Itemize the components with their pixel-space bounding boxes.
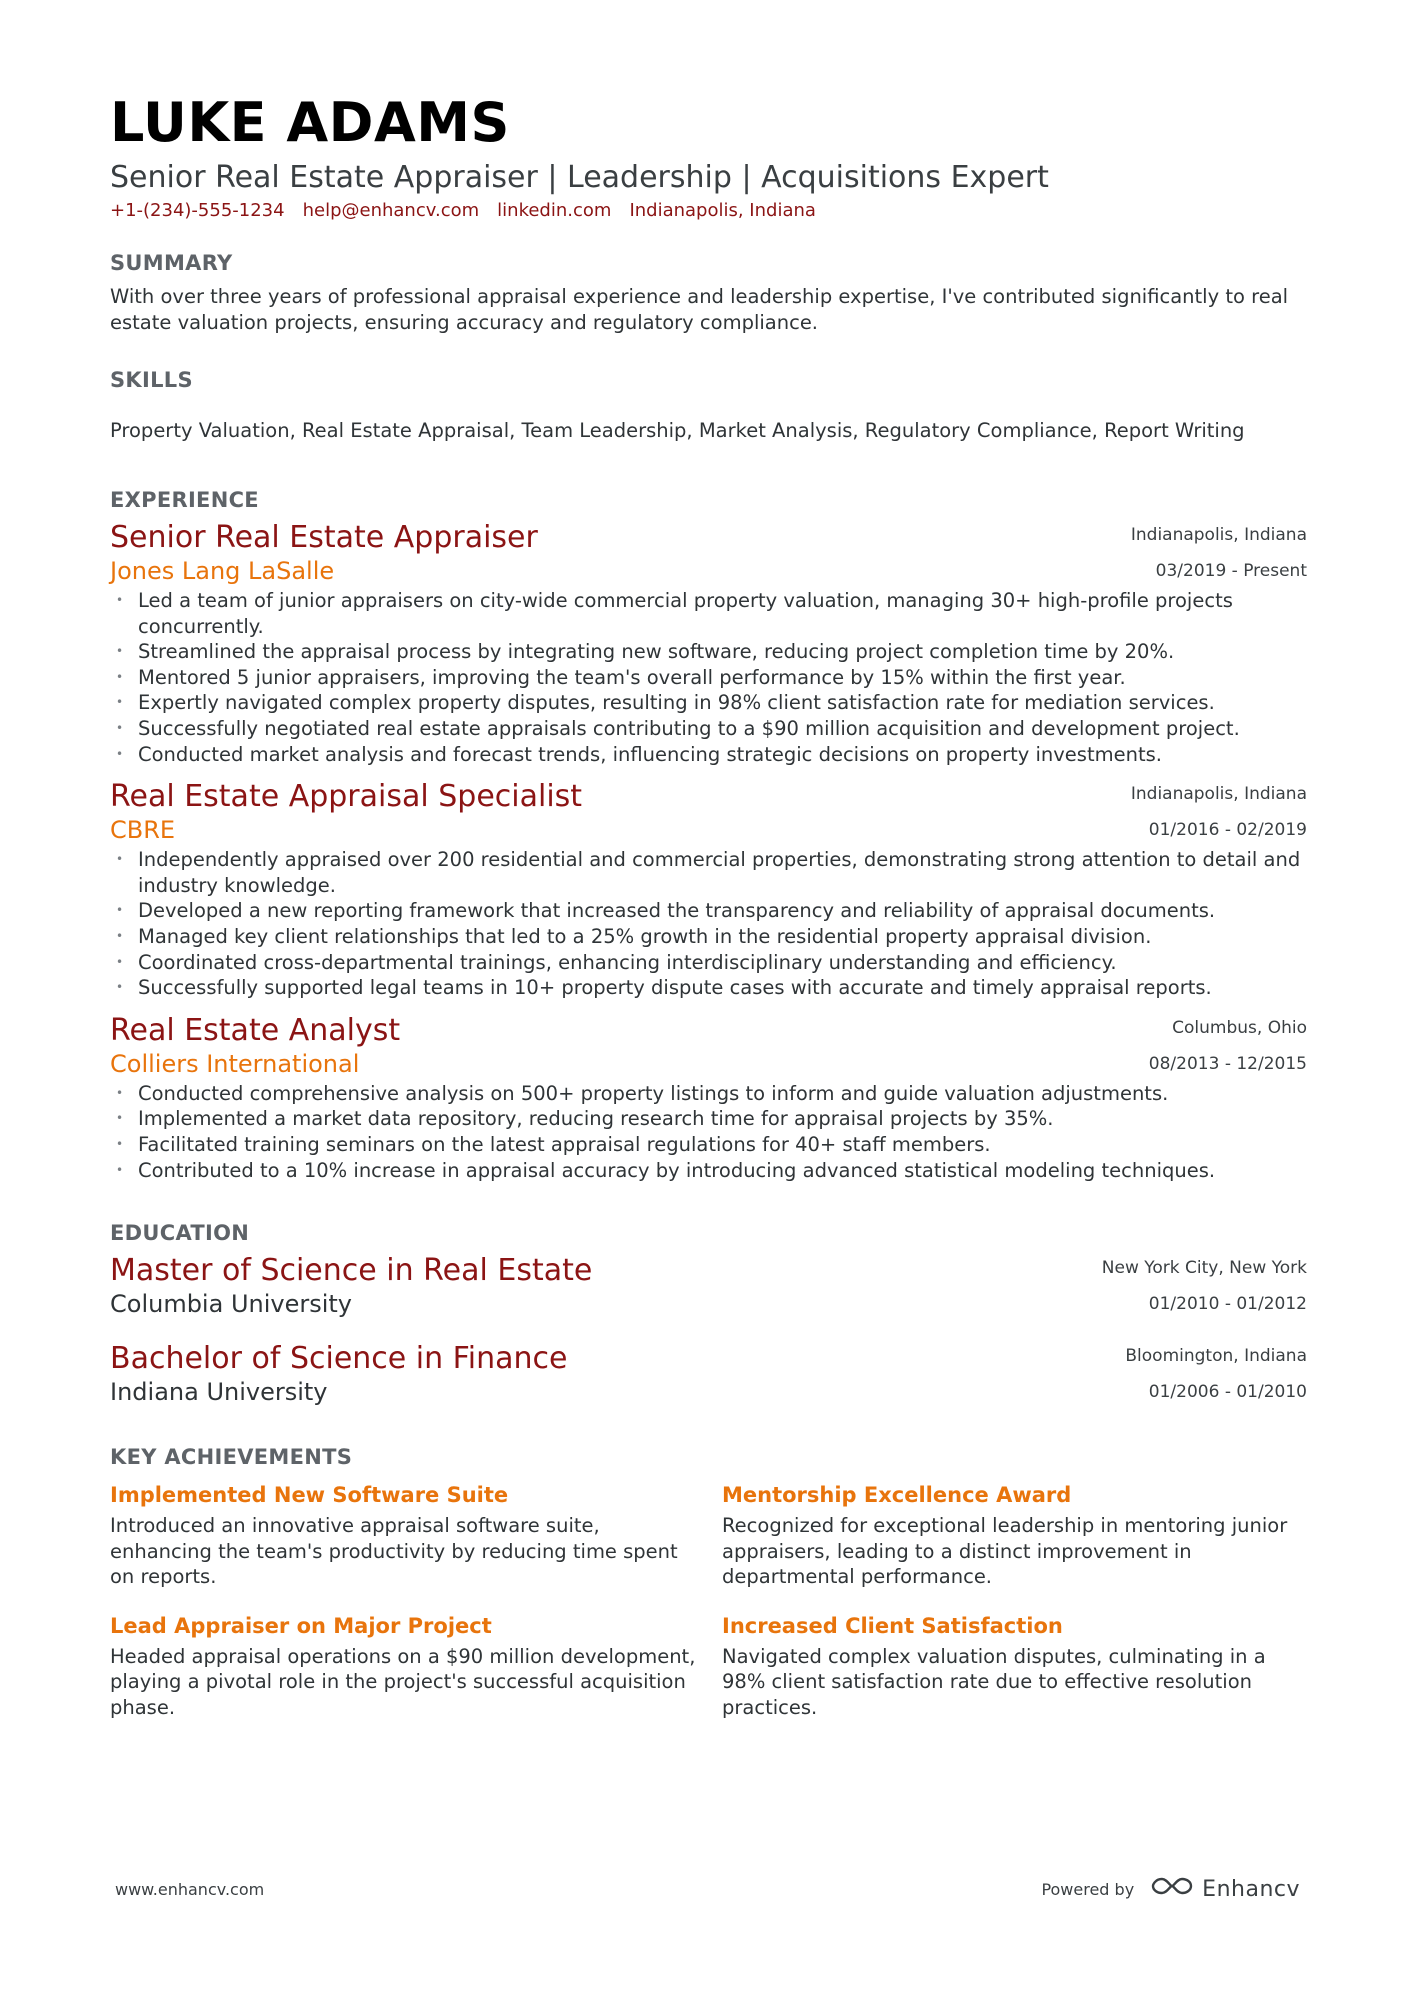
entry-meta: [1125, 1345, 1307, 1403]
company-name: Jones Lang LaSalle: [110, 557, 335, 585]
company-name: Colliers International: [110, 1049, 360, 1078]
job-title: Real Estate Appraisal Specialist: [110, 779, 583, 815]
footer-branding: [1041, 1874, 1300, 1904]
skills-section: [110, 368, 1307, 444]
achievement-card: [110, 1612, 700, 1721]
list-item: • Successfully supported legal teams in 10+ property dispute cases with accurate and timely appraisal reports.: [110, 975, 1307, 1001]
skills-text: Property Valuation, Real Estate Appraisal, Team Leadership, Market Analysis, Regulatory Compliance, Report Writing: [110, 419, 1245, 442]
achievements-grid: [110, 1481, 1307, 1721]
linkedin-link[interactable]: linkedin.com: [497, 200, 612, 221]
list-item: • Developed a new reporting framework that increased the transparency and reliability of appraisal documents.: [110, 898, 1307, 924]
page-footer: [0, 1874, 1410, 1904]
list-item: • Expertly navigated complex property disputes, resulting in 98% client satisfaction rate for mediation services.: [110, 690, 1307, 716]
list-item: • Mentored 5 junior appraisers, improving the team's overall performance by 15% within the first year.: [110, 665, 1307, 691]
entry-location: New York City, New York: [1101, 1258, 1307, 1279]
entry-meta: [1149, 1017, 1307, 1075]
list-item: • Managed key client relationships that led to a 25% growth in the residential property appraisal division.: [110, 924, 1307, 950]
entry-meta: [1102, 1257, 1307, 1315]
education-entry: [110, 1341, 1307, 1407]
entry-dates: 01/2006 - 01/2010: [1148, 1382, 1307, 1403]
enhancv-logo[interactable]: [1150, 1874, 1300, 1904]
candidate-headline: Senior Real Estate Appraiser | Leadership | Acquisitions Expert: [110, 160, 1049, 195]
list-item: • Streamlined the appraisal process by integrating new software, reducing project completion time by 20%.: [110, 639, 1307, 665]
achievement-card: [110, 1481, 700, 1590]
degree-title: Bachelor of Science in Finance: [110, 1341, 568, 1377]
entry-meta: [1131, 783, 1307, 841]
contact-bar: [110, 200, 1307, 221]
footer-website-link[interactable]: www.enhancv.com: [115, 1880, 265, 1899]
brand-name: Enhancv: [1202, 1876, 1300, 1902]
entry-location: Columbus, Ohio: [1172, 1017, 1307, 1038]
entry-location: Indianapolis, Indiana: [1130, 525, 1307, 545]
entry-location: Indianapolis, Indiana: [1130, 784, 1307, 805]
entry-dates: 03/2019 - Present: [1155, 561, 1307, 581]
achievement-title: Increased Client Satisfaction: [722, 1613, 1063, 1638]
list-item: • Coordinated cross-departmental trainings, enhancing interdisciplinary understanding and efficiency.: [110, 950, 1307, 976]
school-name: Columbia University: [110, 1290, 353, 1319]
section-title-summary: SUMMARY: [110, 251, 233, 275]
achievement-description: Headed appraisal operations on a $90 million development, playing a pivotal role in the project's successful acquisition phase.: [110, 1644, 696, 1720]
powered-by-text: Powered by: [1041, 1879, 1135, 1899]
phone-link[interactable]: +1-(234)-555-1234: [110, 200, 285, 221]
resume-page: [110, 91, 1307, 1721]
list-item: • Independently appraised over 200 residential and commercial properties, demonstrating strong attention to detail and industry knowledge.: [110, 847, 1307, 898]
list-item: • Facilitated training seminars on the latest appraisal regulations for 40+ staff members.: [110, 1132, 1307, 1158]
degree-title: Master of Science in Real Estate: [110, 1253, 593, 1289]
entry-dates: 08/2013 - 12/2015: [1148, 1053, 1307, 1074]
experience-entry: [110, 1013, 1307, 1183]
list-item: • Contributed to a 10% increase in appraisal accuracy by introducing advanced statistical modeling techniques.: [110, 1158, 1307, 1184]
achievement-card: [722, 1481, 1312, 1590]
entry-dates: 01/2016 - 02/2019: [1148, 820, 1307, 841]
section-title-experience: EXPERIENCE: [110, 488, 259, 512]
job-title: Senior Real Estate Appraiser: [110, 520, 538, 555]
achievement-description: Recognized for exceptional leadership in mentoring junior appraisers, leading to a distinct improvement in departmental performance.: [722, 1514, 1288, 1589]
section-title-education: EDUCATION: [110, 1221, 250, 1246]
entry-location: Bloomington, Indiana: [1125, 1346, 1307, 1367]
achievement-description: Introduced an innovative appraisal software suite, enhancing the team's productivity by reducing time spent on reports.: [110, 1514, 678, 1589]
achievement-card: [722, 1612, 1312, 1721]
infinity-logo-icon: [1150, 1874, 1194, 1904]
location-text: Indianapolis, Indiana: [629, 200, 816, 221]
summary-section: [110, 251, 1307, 336]
list-item: • Conducted comprehensive analysis on 500+ property listings to inform and guide valuation adjustments.: [110, 1081, 1307, 1107]
section-title-achievements: KEY ACHIEVEMENTS: [110, 1445, 353, 1470]
list-item: • Led a team of junior appraisers on city-wide commercial property valuation, managing 30+ high-profile projects concurrently.: [110, 588, 1307, 639]
candidate-name: LUKE ADAMS: [110, 91, 510, 154]
education-entry: [110, 1253, 1307, 1319]
experience-entry: [110, 779, 1307, 1001]
list-item: • Conducted market analysis and forecast trends, influencing strategic decisions on property investments.: [110, 742, 1307, 768]
achievement-list: [110, 588, 1307, 767]
experience-section: [110, 488, 1307, 1183]
achievement-description: Navigated complex valuation disputes, culminating in a 98% client satisfaction rate due to effective resolution practices.: [722, 1644, 1266, 1720]
achievement-list: [110, 1081, 1307, 1183]
experience-entry: [110, 520, 1307, 767]
email-link[interactable]: help@enhancv.com: [302, 200, 480, 221]
achievement-title: Lead Appraiser on Major Project: [110, 1613, 492, 1638]
education-section: [110, 1221, 1307, 1407]
achievement-title: Implemented New Software Suite: [110, 1483, 509, 1508]
section-title-skills: SKILLS: [110, 368, 193, 392]
company-name: CBRE: [110, 816, 176, 845]
entry-meta: [1131, 524, 1307, 582]
school-name: Indiana University: [110, 1378, 328, 1407]
list-item: • Implemented a market data repository, reducing research time for appraisal projects by 35%.: [110, 1106, 1307, 1132]
achievements-section: [110, 1445, 1307, 1721]
job-title: Real Estate Analyst: [110, 1012, 401, 1048]
summary-text: With over three years of professional appraisal experience and leadership expertise, I've contributed significantly to real estate valuation projects, ensuring accuracy and regulatory compliance.: [110, 285, 1289, 334]
entry-dates: 01/2010 - 01/2012: [1148, 1294, 1307, 1315]
achievement-title: Mentorship Excellence Award: [722, 1483, 1072, 1508]
list-item: • Successfully negotiated real estate appraisals contributing to a $90 million acquisition and development project.: [110, 716, 1307, 742]
achievement-list: [110, 847, 1307, 1001]
